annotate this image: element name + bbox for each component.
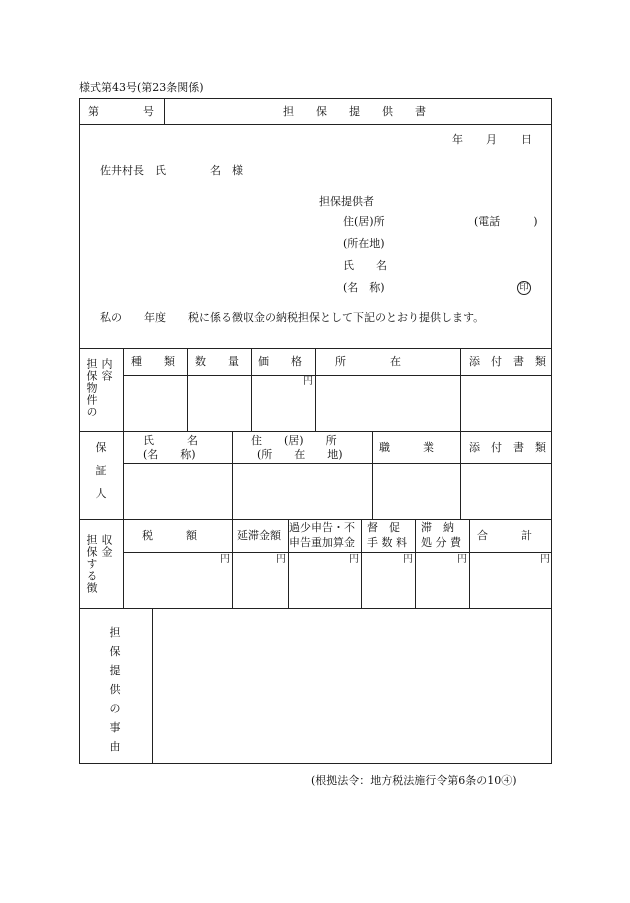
col-price-header: 価 格 — [258, 355, 302, 368]
demand-fee-header-2: 手 数 料 — [367, 536, 407, 549]
divider-guarantor-side — [123, 431, 124, 519]
additional-tax-header-1: 過少申告・不 — [289, 521, 355, 534]
tax-yen-unit: 円 — [220, 554, 230, 565]
divider-secured-header — [123, 552, 552, 553]
provider-location-label: (所在地) — [343, 237, 385, 250]
guarantor-side-char: 保 — [95, 441, 107, 454]
fee-yen-unit: 円 — [403, 554, 413, 565]
guarantor-docs-header: 添 付 書 類 — [469, 441, 546, 454]
divider-fee-disp — [415, 519, 416, 608]
form-number: 様式第43号(第23条関係) — [79, 81, 204, 94]
provider-address-label: 住(居)所 — [343, 215, 385, 228]
guarantor-side-char: 証 — [95, 464, 107, 477]
divider-price-location — [315, 348, 316, 431]
secured-side-label-2: 収金 — [100, 534, 113, 558]
divider-address-job — [372, 431, 373, 519]
price-yen-unit: 円 — [303, 376, 313, 387]
divider-name-address — [232, 431, 233, 519]
col-location-header: 所 在 — [335, 355, 401, 368]
additional-yen-unit: 円 — [349, 554, 359, 565]
provider-heading: 担保提供者 — [319, 195, 374, 208]
reason-side-char: 保 — [109, 645, 121, 658]
disposal-cost-header-2: 処 分 費 — [421, 536, 461, 549]
seal-icon: 印 — [517, 281, 531, 295]
date-year: 年 — [452, 133, 463, 146]
divider-add-fee — [361, 519, 362, 608]
date-day: 日 — [521, 133, 532, 146]
additional-tax-header-2: 申告重加算金 — [289, 536, 355, 549]
total-yen-unit: 円 — [540, 554, 550, 565]
total-header: 合 計 — [477, 529, 532, 542]
secured-side-label-1: 担保する徴 — [85, 534, 98, 594]
divider-job-docs — [460, 431, 461, 519]
col-qty-header: 数 量 — [195, 355, 239, 368]
date-month: 月 — [486, 133, 497, 146]
divider-reason — [79, 608, 552, 609]
col-docs-header: 添 付 書 類 — [469, 355, 546, 368]
form-title: 担 保 提 供 書 — [283, 105, 426, 118]
reason-side-char: 担 — [109, 626, 121, 639]
divider-collateral-side — [123, 348, 124, 431]
collateral-side-label-1: 担保物件の — [85, 358, 98, 418]
collateral-side-label-2: 内容 — [100, 358, 113, 382]
guarantor-side-label — [94, 442, 108, 499]
delay-yen-unit: 円 — [276, 554, 286, 565]
provider-phone-label: (電話 ) — [474, 215, 538, 228]
addressee: 佐井村長 氏 名 様 — [100, 164, 243, 177]
delay-amount-header: 延滞金額 — [237, 529, 281, 542]
reason-side-char: 由 — [109, 740, 121, 753]
number-label: 第 号 — [88, 105, 154, 118]
tax-amount-header: 税 額 — [142, 529, 197, 542]
guarantor-corp-header: (名 称) — [143, 448, 196, 461]
reason-side-char: 事 — [109, 721, 121, 734]
divider-disp-total — [469, 519, 470, 608]
reason-side-label — [108, 627, 122, 752]
divider-guarantor-header — [123, 463, 552, 464]
divider-tax-delay — [232, 519, 233, 608]
divider-kind-qty — [187, 348, 188, 431]
reason-side-char: 提 — [109, 664, 121, 677]
guarantor-side-char: 人 — [95, 487, 107, 500]
reason-side-char: の — [109, 702, 121, 715]
guarantor-job-header: 職 業 — [379, 441, 434, 454]
divider-header — [79, 124, 552, 125]
provider-name-label: 氏 名 — [343, 259, 387, 272]
divider-secured-side — [123, 519, 124, 608]
divider-reason-side — [152, 608, 153, 764]
divider-location-docs — [460, 348, 461, 431]
statement: 私の 年度 税に係る徴収金の納税担保として下記のとおり提供します。 — [100, 311, 485, 324]
provider-corp-name-label: (名 称) — [343, 281, 385, 294]
disposal-yen-unit: 円 — [457, 554, 467, 565]
legal-basis: (根拠法令：地方税法施行令第6条の10④) — [311, 774, 517, 787]
guarantor-location-header: (所 在 地) — [257, 448, 343, 461]
demand-fee-header-1: 督 促 — [367, 521, 400, 534]
divider-guarantor — [79, 431, 552, 432]
reason-side-char: 供 — [109, 683, 121, 696]
divider-secured — [79, 519, 552, 520]
guarantor-address-header: 住 (居) 所 — [251, 434, 337, 447]
guarantor-name-header: 氏 名 — [143, 434, 198, 447]
disposal-cost-header-1: 滞 納 — [421, 521, 454, 534]
divider-qty-price — [251, 348, 252, 431]
divider-number-title — [164, 98, 165, 124]
col-kind-header: 種 類 — [131, 355, 175, 368]
